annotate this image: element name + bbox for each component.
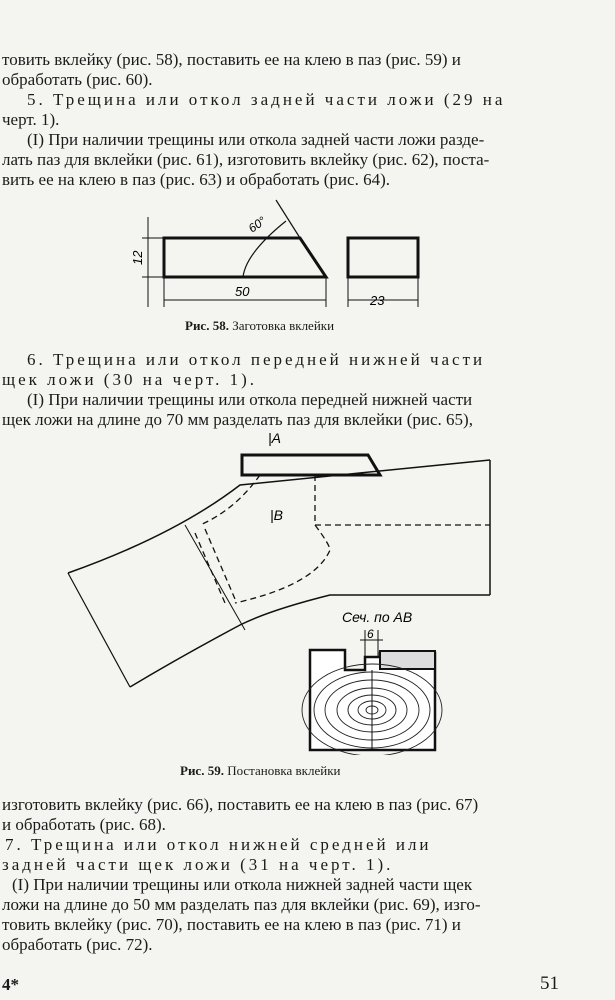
caption-number: Рис. 58. [185, 318, 229, 333]
text-line: (I) При наличии трещины или откола нижней задней части щек [12, 875, 473, 894]
text-line: и обработать (рис. 68). [2, 815, 166, 834]
insert-piece [242, 455, 380, 475]
text-line: черт. 1). [2, 110, 60, 129]
label-b: |В [270, 507, 283, 523]
section-insert [380, 651, 435, 669]
caption-number: Рис. 59. [180, 763, 224, 778]
section-line [185, 525, 245, 630]
text-line: (I) При наличии трещины или откола передней нижней части [27, 390, 473, 409]
caption-text: Заготовка вклейки [232, 318, 335, 333]
angle-guide-line [276, 200, 300, 238]
text-line: товить вклейку (рис. 70), поставить ее на клею в паз (рис. 71) и [2, 915, 461, 934]
label-a: |А [268, 430, 281, 446]
figure-59-caption [180, 763, 340, 779]
text-line: обработать (рис. 60). [2, 70, 153, 89]
angle-label: 60° [245, 213, 269, 236]
height-label: 12 [130, 250, 145, 265]
text-line: обработать (рис. 72). [2, 935, 153, 954]
text-line: вить ее на клею в паз (рис. 63) и обработать (рис. 64). [2, 170, 390, 189]
text-line: задней части щек ложи (31 на черт. 1). [2, 855, 394, 874]
section-heading-6: 6. Трещина или откол передней нижней части [27, 350, 486, 369]
text-line: щек ложи на длине до 70 мм разделать паз для вклейки (рис. 65), [2, 410, 473, 429]
width-label: 23 [370, 293, 385, 308]
text-line: товить вклейку (рис. 58), поставить ее на клею в паз (рис. 59) и [2, 50, 461, 69]
section-heading-5: 5. Трещина или откол задней части ложи (29 на [27, 90, 506, 109]
blank-rectangle [348, 238, 418, 277]
caption-text: Постановка вклейки [227, 763, 341, 778]
insert-dashed-band [195, 529, 235, 603]
text-line: щек ложи (30 на черт. 1). [2, 370, 258, 389]
section-heading-7: 7. Трещина или откол нижней средней или [5, 835, 432, 854]
stock-break-line [68, 573, 130, 687]
figure-58-drawing [130, 195, 430, 315]
length-label: 50 [235, 284, 250, 299]
page-number: 51 [540, 973, 559, 994]
figure-59-drawing [0, 425, 615, 755]
blank-trapezoid [164, 238, 326, 277]
figure-58-caption [185, 318, 334, 334]
section-title: Сеч. по АВ [342, 609, 413, 625]
text-line: лать паз для вклейки (рис. 61), изготовить вклейку (рис. 62), поста- [2, 150, 490, 169]
text-line: ложи на длине до 50 мм разделать паз для вклейки (рис. 69), изго- [2, 895, 481, 914]
dim-6-label: 6 [367, 627, 374, 641]
text-line: изготовить вклейку (рис. 66), поставить ее на клею в паз (рис. 67) [2, 795, 479, 814]
text-line: (I) При наличии трещины или откола задней части ложи разде- [27, 130, 485, 149]
signature-mark: 4* [2, 975, 19, 994]
groove-dashed-outline [200, 475, 490, 603]
